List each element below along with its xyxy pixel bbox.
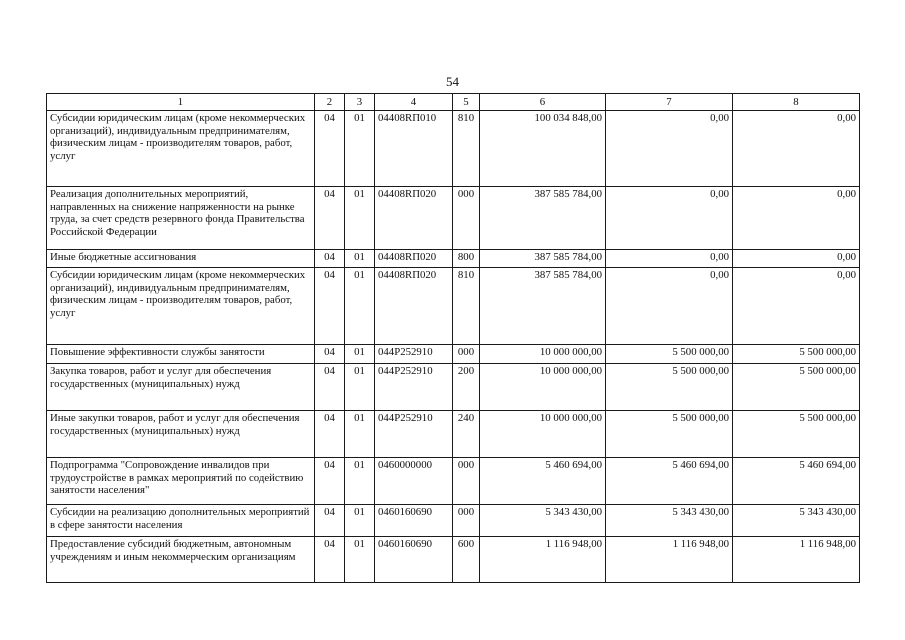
column-header: 4: [375, 94, 453, 111]
amount-col7: 0,00: [606, 187, 733, 250]
amount-col8: 5 500 000,00: [733, 411, 860, 458]
expense-type-code: 600: [453, 537, 480, 583]
column-header: 3: [345, 94, 375, 111]
column-header: 7: [606, 94, 733, 111]
subsection-code: 01: [345, 505, 375, 537]
amount-col7: 5 343 430,00: [606, 505, 733, 537]
table-row: [47, 111, 860, 187]
table-row: [47, 411, 860, 458]
amount-col8: 0,00: [733, 250, 860, 268]
table-row: [47, 187, 860, 250]
row-name: Повышение эффективности службы занятости: [47, 345, 315, 364]
amount-col7: 0,00: [606, 250, 733, 268]
table-row: [47, 505, 860, 537]
section-code: 04: [315, 458, 345, 505]
table-row: [47, 250, 860, 268]
budget-table: [46, 93, 860, 583]
subsection-code: 01: [345, 411, 375, 458]
section-code: 04: [315, 111, 345, 187]
row-name: Субсидии юридическим лицам (кроме некоммерческих организаций), индивидуальным предпринимателям, физическим лицам - производителям товаров, работ, услуг: [47, 268, 315, 345]
amount-col6: 100 034 848,00: [480, 111, 606, 187]
target-article-code: 044P252910: [375, 364, 453, 411]
expense-type-code: 000: [453, 458, 480, 505]
row-name: Иные бюджетные ассигнования: [47, 250, 315, 268]
target-article-code: 04408RП020: [375, 250, 453, 268]
amount-col8: 0,00: [733, 111, 860, 187]
target-article-code: 0460000000: [375, 458, 453, 505]
expense-type-code: 000: [453, 505, 480, 537]
page-number: 54: [446, 74, 459, 89]
section-code: 04: [315, 411, 345, 458]
expense-type-code: 240: [453, 411, 480, 458]
target-article-code: 044P252910: [375, 411, 453, 458]
target-article-code: 0460160690: [375, 537, 453, 583]
subsection-code: 01: [345, 268, 375, 345]
subsection-code: 01: [345, 187, 375, 250]
row-name: Подпрограмма "Сопровождение инвалидов при трудоустройстве в рамках мероприятий по содействию занятости населения": [47, 458, 315, 505]
expense-type-code: 200: [453, 364, 480, 411]
row-name: Закупка товаров, работ и услуг для обеспечения государственных (муниципальных) нужд: [47, 364, 315, 411]
section-code: 04: [315, 364, 345, 411]
row-name: Реализация дополнительных мероприятий, направленных на снижение напряженности на рынке труда, за счет средств резервного фонда Правительства Российской Федерации: [47, 187, 315, 250]
amount-col8: 5 460 694,00: [733, 458, 860, 505]
section-code: 04: [315, 187, 345, 250]
expense-type-code: 800: [453, 250, 480, 268]
amount-col7: 5 500 000,00: [606, 364, 733, 411]
row-name: Иные закупки товаров, работ и услуг для обеспечения государственных (муниципальных) нужд: [47, 411, 315, 458]
table-row: [47, 458, 860, 505]
column-header: 6: [480, 94, 606, 111]
section-code: 04: [315, 250, 345, 268]
amount-col6: 10 000 000,00: [480, 345, 606, 364]
section-code: 04: [315, 537, 345, 583]
table-row: [47, 364, 860, 411]
subsection-code: 01: [345, 345, 375, 364]
column-header: 2: [315, 94, 345, 111]
amount-col6: 1 116 948,00: [480, 537, 606, 583]
section-code: 04: [315, 505, 345, 537]
subsection-code: 01: [345, 111, 375, 187]
amount-col6: 5 343 430,00: [480, 505, 606, 537]
amount-col7: 5 500 000,00: [606, 345, 733, 364]
section-code: 04: [315, 268, 345, 345]
amount-col8: 0,00: [733, 187, 860, 250]
table-row: [47, 345, 860, 364]
row-name: Субсидии юридическим лицам (кроме некоммерческих организаций), индивидуальным предпринимателям, физическим лицам - производителям товаров, работ, услуг: [47, 111, 315, 187]
target-article-code: 0460160690: [375, 505, 453, 537]
amount-col8: 5 343 430,00: [733, 505, 860, 537]
amount-col6: 10 000 000,00: [480, 411, 606, 458]
expense-type-code: 000: [453, 345, 480, 364]
amount-col7: 5 460 694,00: [606, 458, 733, 505]
subsection-code: 01: [345, 250, 375, 268]
target-article-code: 04408RП010: [375, 111, 453, 187]
subsection-code: 01: [345, 458, 375, 505]
subsection-code: 01: [345, 364, 375, 411]
amount-col8: 0,00: [733, 268, 860, 345]
amount-col6: 387 585 784,00: [480, 187, 606, 250]
target-article-code: 044P252910: [375, 345, 453, 364]
amount-col6: 10 000 000,00: [480, 364, 606, 411]
target-article-code: 04408RП020: [375, 268, 453, 345]
amount-col6: 5 460 694,00: [480, 458, 606, 505]
expense-type-code: 810: [453, 268, 480, 345]
amount-col6: 387 585 784,00: [480, 268, 606, 345]
expense-type-code: 810: [453, 111, 480, 187]
amount-col7: 5 500 000,00: [606, 411, 733, 458]
target-article-code: 04408RП020: [375, 187, 453, 250]
table-row: [47, 537, 860, 583]
amount-col6: 387 585 784,00: [480, 250, 606, 268]
expense-type-code: 000: [453, 187, 480, 250]
amount-col7: 0,00: [606, 111, 733, 187]
header-row: [47, 94, 860, 111]
row-name: Субсидии на реализацию дополнительных мероприятий в сфере занятости населения: [47, 505, 315, 537]
row-name: Предоставление субсидий бюджетным, автономным учреждениям и иным некоммерческим организациям: [47, 537, 315, 583]
column-header: 8: [733, 94, 860, 111]
amount-col7: 0,00: [606, 268, 733, 345]
amount-col8: 1 116 948,00: [733, 537, 860, 583]
section-code: 04: [315, 345, 345, 364]
amount-col8: 5 500 000,00: [733, 345, 860, 364]
column-header: 1: [47, 94, 315, 111]
amount-col7: 1 116 948,00: [606, 537, 733, 583]
subsection-code: 01: [345, 537, 375, 583]
table-row: [47, 268, 860, 345]
column-header: 5: [453, 94, 480, 111]
amount-col8: 5 500 000,00: [733, 364, 860, 411]
